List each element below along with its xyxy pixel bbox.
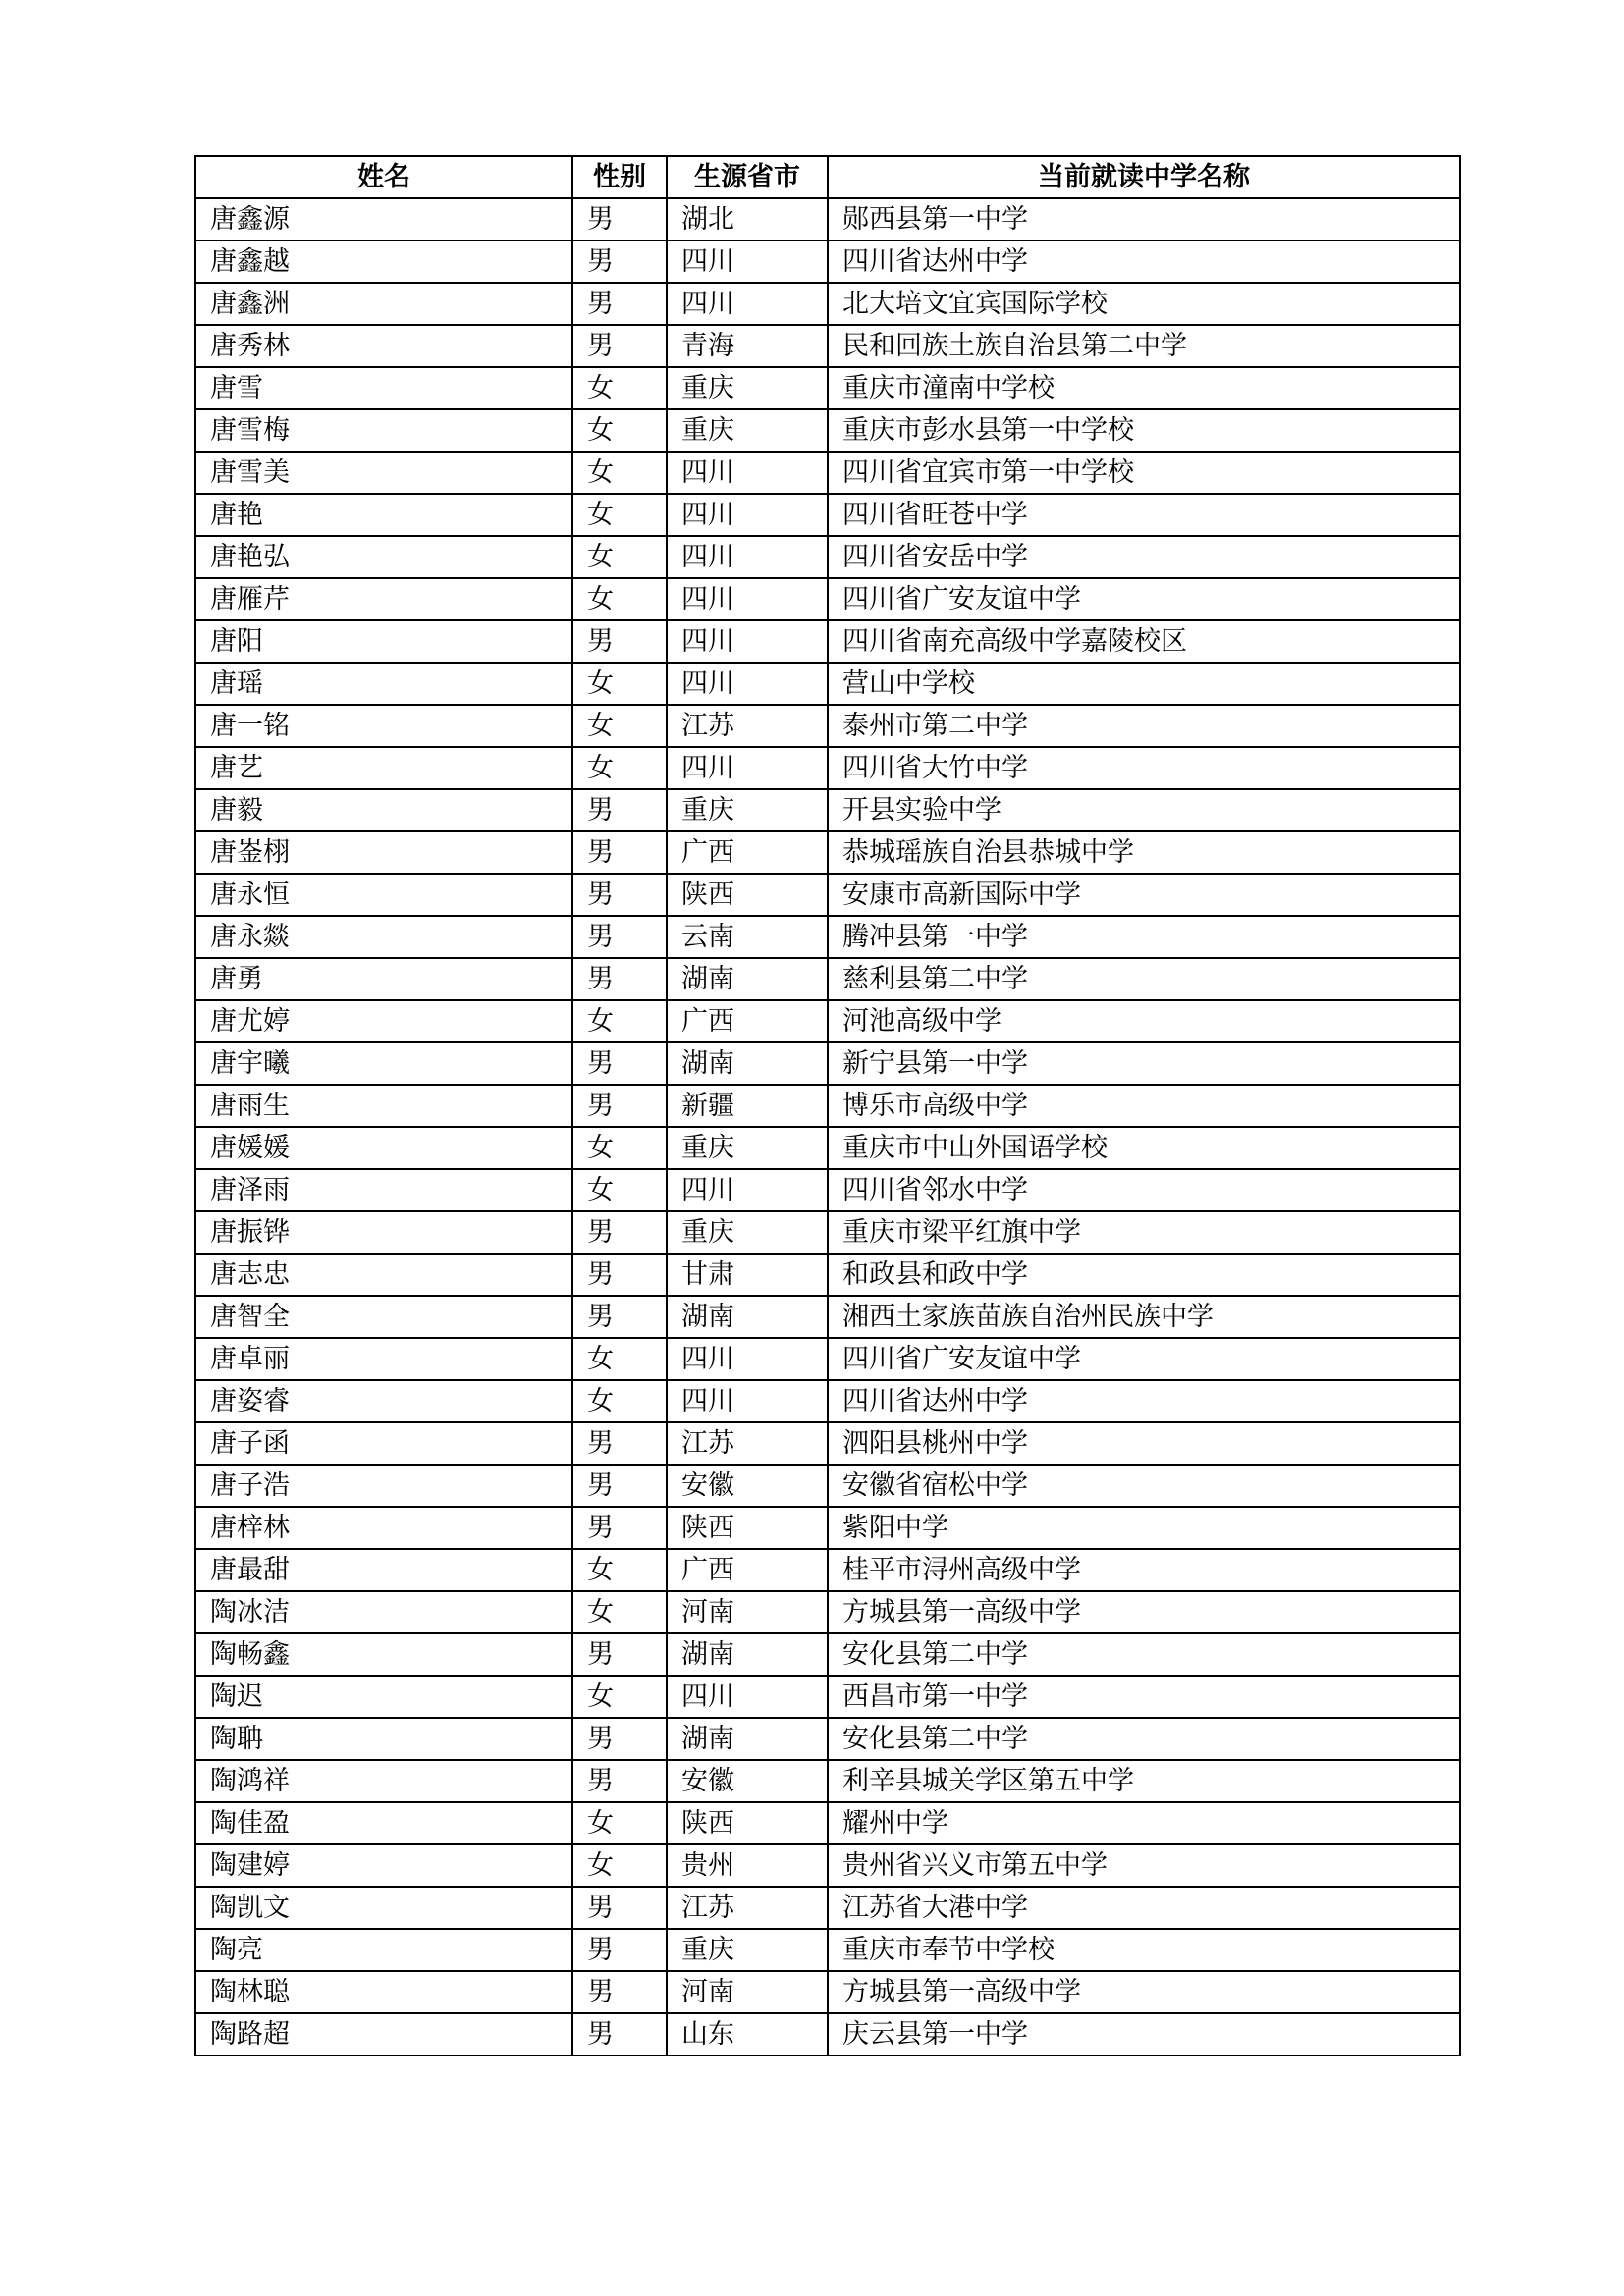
table-row xyxy=(195,494,1460,536)
gender-cell: 女 xyxy=(572,1802,667,1844)
table-row xyxy=(195,1380,1460,1422)
province-cell: 河南 xyxy=(667,1591,828,1633)
province-cell: 贵州 xyxy=(667,1844,828,1887)
table-row xyxy=(195,1676,1460,1718)
school-cell: 四川省广安友谊中学 xyxy=(828,578,1460,620)
school-cell: 四川省大竹中学 xyxy=(828,747,1460,789)
name-cell: 唐雪梅 xyxy=(195,409,572,452)
gender-cell: 男 xyxy=(572,916,667,958)
name-cell: 唐阳 xyxy=(195,620,572,663)
name-cell: 唐子浩 xyxy=(195,1465,572,1507)
table-row xyxy=(195,1549,1460,1591)
gender-cell: 男 xyxy=(572,874,667,916)
province-cell: 四川 xyxy=(667,620,828,663)
school-cell: 庆云县第一中学 xyxy=(828,2013,1460,2056)
province-cell: 湖北 xyxy=(667,198,828,240)
gender-cell: 女 xyxy=(572,409,667,452)
province-cell: 江苏 xyxy=(667,705,828,747)
province-cell: 江苏 xyxy=(667,1887,828,1929)
name-cell: 唐毅 xyxy=(195,789,572,831)
gender-cell: 男 xyxy=(572,620,667,663)
province-cell: 广西 xyxy=(667,831,828,874)
table-row xyxy=(195,1042,1460,1085)
name-cell: 唐志忠 xyxy=(195,1254,572,1296)
gender-cell: 男 xyxy=(572,1929,667,1971)
school-cell: 四川省旺苍中学 xyxy=(828,494,1460,536)
header-province: 生源省市 xyxy=(667,156,828,198)
school-cell: 恭城瑶族自治县恭城中学 xyxy=(828,831,1460,874)
name-cell: 陶佳盈 xyxy=(195,1802,572,1844)
table-row xyxy=(195,705,1460,747)
table-row xyxy=(195,1211,1460,1254)
province-cell: 青海 xyxy=(667,325,828,367)
gender-cell: 男 xyxy=(572,283,667,325)
table-row xyxy=(195,1507,1460,1549)
gender-cell: 男 xyxy=(572,1507,667,1549)
province-cell: 四川 xyxy=(667,1169,828,1211)
school-cell: 河池高级中学 xyxy=(828,1000,1460,1042)
gender-cell: 男 xyxy=(572,789,667,831)
school-cell: 桂平市浔州高级中学 xyxy=(828,1549,1460,1591)
school-cell: 方城县第一高级中学 xyxy=(828,1971,1460,2013)
name-cell: 唐雪 xyxy=(195,367,572,409)
province-cell: 重庆 xyxy=(667,1929,828,1971)
province-cell: 河南 xyxy=(667,1971,828,2013)
name-cell: 唐最甜 xyxy=(195,1549,572,1591)
province-cell: 湖南 xyxy=(667,1633,828,1676)
province-cell: 重庆 xyxy=(667,1211,828,1254)
name-cell: 唐梓林 xyxy=(195,1507,572,1549)
table-header-row xyxy=(195,156,1460,198)
name-cell: 陶建婷 xyxy=(195,1844,572,1887)
province-cell: 重庆 xyxy=(667,1127,828,1169)
school-cell: 新宁县第一中学 xyxy=(828,1042,1460,1085)
name-cell: 陶凯文 xyxy=(195,1887,572,1929)
province-cell: 四川 xyxy=(667,1676,828,1718)
school-cell: 安徽省宿松中学 xyxy=(828,1465,1460,1507)
school-cell: 重庆市梁平红旗中学 xyxy=(828,1211,1460,1254)
name-cell: 陶聃 xyxy=(195,1718,572,1760)
name-cell: 唐秀林 xyxy=(195,325,572,367)
province-cell: 四川 xyxy=(667,536,828,578)
table-row xyxy=(195,1296,1460,1338)
table-row xyxy=(195,1929,1460,1971)
table-row xyxy=(195,1633,1460,1676)
school-cell: 重庆市潼南中学校 xyxy=(828,367,1460,409)
province-cell: 广西 xyxy=(667,1549,828,1591)
school-cell: 西昌市第一中学 xyxy=(828,1676,1460,1718)
name-cell: 陶林聪 xyxy=(195,1971,572,2013)
gender-cell: 男 xyxy=(572,1760,667,1802)
header-school: 当前就读中学名称 xyxy=(828,156,1460,198)
school-cell: 贵州省兴义市第五中学 xyxy=(828,1844,1460,1887)
gender-cell: 女 xyxy=(572,1591,667,1633)
school-cell: 博乐市高级中学 xyxy=(828,1085,1460,1127)
gender-cell: 男 xyxy=(572,1296,667,1338)
table-row xyxy=(195,1169,1460,1211)
gender-cell: 男 xyxy=(572,1422,667,1465)
name-cell: 唐鑫源 xyxy=(195,198,572,240)
name-cell: 陶鸿祥 xyxy=(195,1760,572,1802)
name-cell: 陶迟 xyxy=(195,1676,572,1718)
table-row xyxy=(195,1718,1460,1760)
name-cell: 唐艳弘 xyxy=(195,536,572,578)
gender-cell: 女 xyxy=(572,663,667,705)
province-cell: 陕西 xyxy=(667,1507,828,1549)
province-cell: 重庆 xyxy=(667,367,828,409)
gender-cell: 女 xyxy=(572,494,667,536)
name-cell: 唐永恒 xyxy=(195,874,572,916)
table-row xyxy=(195,283,1460,325)
gender-cell: 男 xyxy=(572,1042,667,1085)
table-row xyxy=(195,620,1460,663)
gender-cell: 女 xyxy=(572,367,667,409)
school-cell: 四川省安岳中学 xyxy=(828,536,1460,578)
name-cell: 唐卓丽 xyxy=(195,1338,572,1380)
province-cell: 重庆 xyxy=(667,789,828,831)
gender-cell: 男 xyxy=(572,198,667,240)
gender-cell: 男 xyxy=(572,831,667,874)
province-cell: 四川 xyxy=(667,747,828,789)
school-cell: 泰州市第二中学 xyxy=(828,705,1460,747)
province-cell: 四川 xyxy=(667,663,828,705)
name-cell: 唐雨生 xyxy=(195,1085,572,1127)
header-gender: 性别 xyxy=(572,156,667,198)
name-cell: 陶畅鑫 xyxy=(195,1633,572,1676)
gender-cell: 男 xyxy=(572,1633,667,1676)
gender-cell: 女 xyxy=(572,578,667,620)
province-cell: 重庆 xyxy=(667,409,828,452)
province-cell: 四川 xyxy=(667,283,828,325)
gender-cell: 女 xyxy=(572,536,667,578)
school-cell: 开县实验中学 xyxy=(828,789,1460,831)
gender-cell: 女 xyxy=(572,747,667,789)
table-row xyxy=(195,1000,1460,1042)
table-row xyxy=(195,789,1460,831)
province-cell: 甘肃 xyxy=(667,1254,828,1296)
school-cell: 耀州中学 xyxy=(828,1802,1460,1844)
table-row xyxy=(195,452,1460,494)
school-cell: 重庆市奉节中学校 xyxy=(828,1929,1460,1971)
school-cell: 北大培文宜宾国际学校 xyxy=(828,283,1460,325)
school-cell: 湘西土家族苗族自治州民族中学 xyxy=(828,1296,1460,1338)
school-cell: 泗阳县桃州中学 xyxy=(828,1422,1460,1465)
table-row xyxy=(195,536,1460,578)
name-cell: 唐鑫洲 xyxy=(195,283,572,325)
table-row xyxy=(195,1844,1460,1887)
gender-cell: 男 xyxy=(572,1085,667,1127)
name-cell: 唐雁芹 xyxy=(195,578,572,620)
gender-cell: 女 xyxy=(572,1844,667,1887)
school-cell: 郧西县第一中学 xyxy=(828,198,1460,240)
province-cell: 新疆 xyxy=(667,1085,828,1127)
name-cell: 陶路超 xyxy=(195,2013,572,2056)
gender-cell: 女 xyxy=(572,1127,667,1169)
province-cell: 云南 xyxy=(667,916,828,958)
name-cell: 唐媛媛 xyxy=(195,1127,572,1169)
table-row xyxy=(195,325,1460,367)
school-cell: 安化县第二中学 xyxy=(828,1718,1460,1760)
school-cell: 方城县第一高级中学 xyxy=(828,1591,1460,1633)
name-cell: 唐宇曦 xyxy=(195,1042,572,1085)
gender-cell: 女 xyxy=(572,1380,667,1422)
province-cell: 四川 xyxy=(667,494,828,536)
school-cell: 四川省邻水中学 xyxy=(828,1169,1460,1211)
gender-cell: 男 xyxy=(572,1254,667,1296)
school-cell: 重庆市中山外国语学校 xyxy=(828,1127,1460,1169)
table-row xyxy=(195,747,1460,789)
table-row xyxy=(195,198,1460,240)
name-cell: 唐勇 xyxy=(195,958,572,1000)
gender-cell: 女 xyxy=(572,1000,667,1042)
table-row xyxy=(195,1760,1460,1802)
table-row xyxy=(195,240,1460,283)
province-cell: 陕西 xyxy=(667,1802,828,1844)
table-row xyxy=(195,1802,1460,1844)
name-cell: 陶亮 xyxy=(195,1929,572,1971)
province-cell: 湖南 xyxy=(667,1296,828,1338)
school-cell: 江苏省大港中学 xyxy=(828,1887,1460,1929)
name-cell: 唐一铭 xyxy=(195,705,572,747)
table-row xyxy=(195,1127,1460,1169)
province-cell: 四川 xyxy=(667,1380,828,1422)
province-cell: 四川 xyxy=(667,578,828,620)
table-row xyxy=(195,1591,1460,1633)
province-cell: 江苏 xyxy=(667,1422,828,1465)
gender-cell: 女 xyxy=(572,1338,667,1380)
school-cell: 利辛县城关学区第五中学 xyxy=(828,1760,1460,1802)
province-cell: 湖南 xyxy=(667,958,828,1000)
province-cell: 四川 xyxy=(667,1338,828,1380)
school-cell: 营山中学校 xyxy=(828,663,1460,705)
gender-cell: 男 xyxy=(572,240,667,283)
student-table xyxy=(194,155,1461,2056)
gender-cell: 男 xyxy=(572,1718,667,1760)
table-body xyxy=(195,198,1460,2056)
name-cell: 唐智全 xyxy=(195,1296,572,1338)
province-cell: 陕西 xyxy=(667,874,828,916)
province-cell: 湖南 xyxy=(667,1042,828,1085)
gender-cell: 女 xyxy=(572,705,667,747)
gender-cell: 男 xyxy=(572,1465,667,1507)
province-cell: 四川 xyxy=(667,240,828,283)
name-cell: 唐艺 xyxy=(195,747,572,789)
school-cell: 四川省广安友谊中学 xyxy=(828,1338,1460,1380)
name-cell: 唐泽雨 xyxy=(195,1169,572,1211)
table-row xyxy=(195,1338,1460,1380)
header-name: 姓名 xyxy=(195,156,572,198)
table-row xyxy=(195,874,1460,916)
school-cell: 四川省达州中学 xyxy=(828,1380,1460,1422)
table-row xyxy=(195,831,1460,874)
gender-cell: 男 xyxy=(572,1887,667,1929)
table-row xyxy=(195,1971,1460,2013)
school-cell: 四川省达州中学 xyxy=(828,240,1460,283)
school-cell: 民和回族土族自治县第二中学 xyxy=(828,325,1460,367)
table-row xyxy=(195,1422,1460,1465)
table-row xyxy=(195,663,1460,705)
table-row xyxy=(195,1254,1460,1296)
table-row xyxy=(195,367,1460,409)
gender-cell: 男 xyxy=(572,958,667,1000)
name-cell: 唐子函 xyxy=(195,1422,572,1465)
gender-cell: 男 xyxy=(572,1211,667,1254)
gender-cell: 女 xyxy=(572,1676,667,1718)
gender-cell: 男 xyxy=(572,2013,667,2056)
table-row xyxy=(195,578,1460,620)
school-cell: 四川省南充高级中学嘉陵校区 xyxy=(828,620,1460,663)
gender-cell: 男 xyxy=(572,325,667,367)
table-row xyxy=(195,1085,1460,1127)
table-row xyxy=(195,916,1460,958)
name-cell: 唐鑫越 xyxy=(195,240,572,283)
school-cell: 和政县和政中学 xyxy=(828,1254,1460,1296)
school-cell: 慈利县第二中学 xyxy=(828,958,1460,1000)
name-cell: 唐振铧 xyxy=(195,1211,572,1254)
name-cell: 唐瑶 xyxy=(195,663,572,705)
school-cell: 腾冲县第一中学 xyxy=(828,916,1460,958)
gender-cell: 女 xyxy=(572,452,667,494)
table-row xyxy=(195,958,1460,1000)
name-cell: 唐雪美 xyxy=(195,452,572,494)
province-cell: 广西 xyxy=(667,1000,828,1042)
school-cell: 重庆市彭水县第一中学校 xyxy=(828,409,1460,452)
table-row xyxy=(195,409,1460,452)
province-cell: 安徽 xyxy=(667,1465,828,1507)
name-cell: 唐崟栩 xyxy=(195,831,572,874)
table-row xyxy=(195,1887,1460,1929)
school-cell: 安康市高新国际中学 xyxy=(828,874,1460,916)
name-cell: 唐尤婷 xyxy=(195,1000,572,1042)
school-cell: 四川省宜宾市第一中学校 xyxy=(828,452,1460,494)
name-cell: 唐艳 xyxy=(195,494,572,536)
name-cell: 唐永燚 xyxy=(195,916,572,958)
table-row xyxy=(195,1465,1460,1507)
school-cell: 紫阳中学 xyxy=(828,1507,1460,1549)
province-cell: 四川 xyxy=(667,452,828,494)
table-row xyxy=(195,2013,1460,2056)
province-cell: 湖南 xyxy=(667,1718,828,1760)
name-cell: 陶冰洁 xyxy=(195,1591,572,1633)
name-cell: 唐姿睿 xyxy=(195,1380,572,1422)
province-cell: 山东 xyxy=(667,2013,828,2056)
province-cell: 安徽 xyxy=(667,1760,828,1802)
gender-cell: 男 xyxy=(572,1971,667,2013)
gender-cell: 女 xyxy=(572,1169,667,1211)
school-cell: 安化县第二中学 xyxy=(828,1633,1460,1676)
gender-cell: 女 xyxy=(572,1549,667,1591)
